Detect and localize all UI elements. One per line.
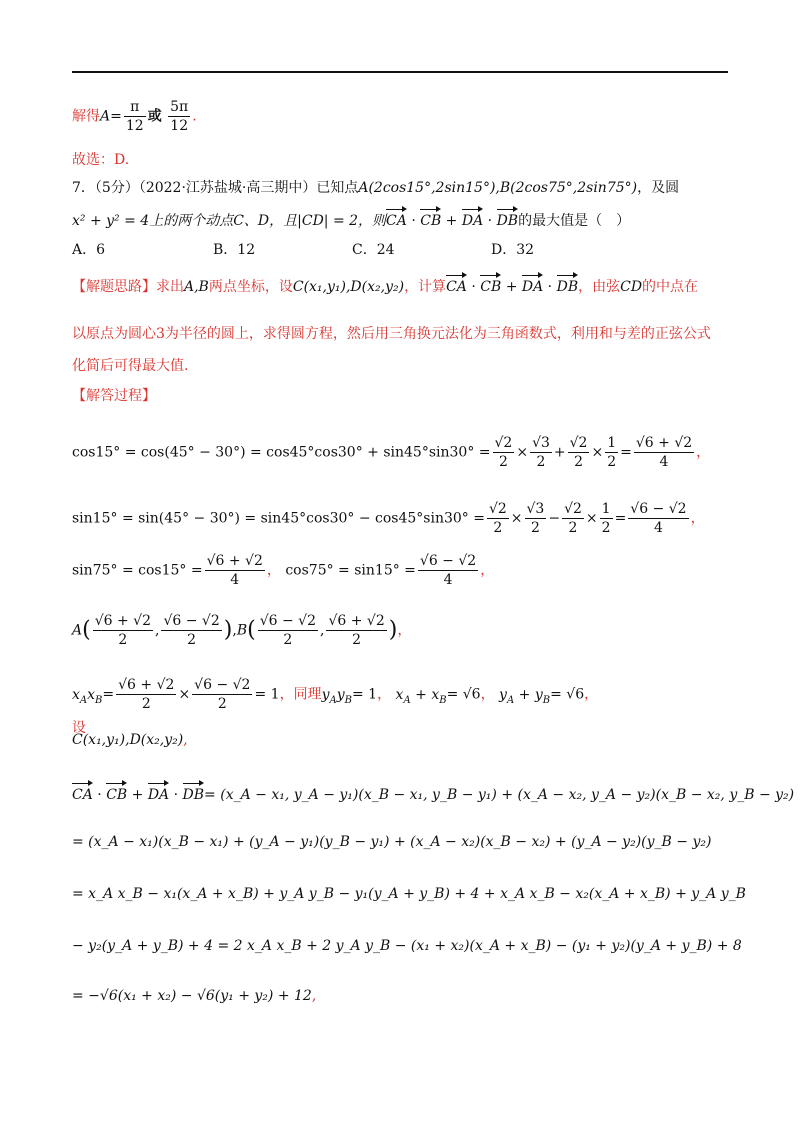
fraction: [530, 434, 552, 471]
equation-rhs: = (x_A − x₁, y_A − y₁)(x_B − x₁, y_B − y₁) + (x_A − x₂, y_A − y₂)(x_B − x₂, y_B − y₂): [204, 787, 795, 803]
equation-sin15: sin15° = sin(45° − 30°) = sin45°cos30° − cos45°sin30° = $\frac{√2}{2}$ × $\frac{√3}{2}$ − $\frac{√2}{2}$ × $\frac{1}{2}$ = $\frac{√6 - √2}{4}$ ，: [72, 501, 705, 536]
idea-text: ，计算: [404, 279, 447, 295]
numerator: √3: [526, 501, 545, 517]
comma: ，: [266, 562, 281, 579]
comma: ，: [584, 686, 599, 703]
point-b: B(2cos75°,2sin75°): [499, 180, 638, 196]
term: $y_A + y_B$: [499, 686, 551, 706]
denominator: 2: [536, 454, 546, 470]
idea-text: 两点坐标，设: [208, 279, 293, 295]
numerator: √6 − √2: [163, 613, 220, 629]
vector-ca: CA: [72, 782, 93, 805]
option-a[interactable]: A．6: [72, 242, 106, 258]
fraction-denominator: 12: [125, 118, 144, 134]
vector-da: DA: [522, 274, 543, 297]
equation-text: = −√6(x₁ + x₂) − √6(y₁ + y₂) + 12: [72, 988, 312, 1004]
fraction: [192, 676, 252, 713]
comma: ，: [377, 686, 392, 703]
fraction: [605, 434, 618, 471]
fraction: [93, 612, 153, 649]
denominator: 2: [498, 454, 508, 470]
fraction: [326, 612, 386, 649]
equation-lhs: cos15° = cos(45° − 30°) = cos45°cos30° + sin45°sin30° =: [72, 444, 491, 461]
fraction: [258, 612, 318, 649]
equation-step-5: [72, 986, 316, 1006]
denominator: 2: [217, 696, 227, 712]
vector-ca: CA: [386, 208, 407, 231]
denominator: 2: [601, 520, 611, 536]
numerator: √2: [569, 435, 588, 451]
points-ab: A,B: [184, 279, 209, 295]
set-points-expression: [72, 730, 188, 750]
option-b[interactable]: B．12: [213, 242, 256, 258]
vector-cb: CB: [106, 782, 127, 805]
set-word: 设: [72, 720, 86, 736]
term: $x_A + x_B$: [395, 686, 447, 706]
header-rule: [72, 71, 728, 73]
equation-step-4: [72, 936, 742, 956]
fraction-pi-12: [124, 98, 146, 135]
vector-db: DB: [183, 782, 205, 805]
numerator: √6 − √2: [259, 613, 316, 629]
circle-condition: x² + y² = 4上的两个动点C、D，且|CD| = 2，则: [72, 213, 387, 229]
numerator: √6 + √2: [94, 613, 152, 629]
answer-line: [72, 98, 197, 135]
numerator: √3: [532, 435, 550, 451]
equation-part: sin75° = cos15° =: [72, 562, 203, 579]
option-c[interactable]: C．24: [352, 242, 395, 258]
numerator: √2: [488, 501, 507, 517]
numerator: √6 + √2: [206, 553, 263, 569]
fraction: [161, 612, 221, 649]
denominator: 2: [141, 696, 151, 712]
numerator: √6 − √2: [194, 677, 251, 693]
choice-line: 故选：D.: [72, 152, 130, 168]
equation-step-2: [72, 832, 711, 852]
point-label-b: B: [236, 622, 248, 639]
result: = √6: [550, 686, 585, 703]
denominator: 2: [607, 454, 617, 470]
paren: (: [82, 617, 91, 643]
paren: (: [247, 617, 256, 643]
point-a: A(2cos15°,2sin15°),: [358, 180, 500, 196]
comma: ，: [397, 622, 412, 639]
question-ask: 的最大值是（ ）: [518, 213, 631, 229]
vector-db: DB: [557, 274, 579, 297]
vector-db: DB: [497, 208, 519, 231]
numerator: √6 − √2: [419, 553, 477, 569]
fraction-denominator: 12: [170, 118, 189, 134]
denominator: 2: [118, 632, 128, 648]
vector-cb: CB: [480, 274, 501, 297]
fraction: [562, 500, 584, 537]
fraction: [628, 500, 688, 537]
denominator: 4: [659, 454, 669, 470]
equation-dot-expansion: CA · CB + DA · DB= (x_A − x₁, y_A − y₁)(x_B − x₁, y_B − y₁) + (x_A − x₂, y_A − y₂)(x_B − x₂, y_B − y₂): [72, 782, 794, 805]
numerator: √6 − √2: [630, 501, 687, 517]
denominator: 2: [187, 632, 197, 648]
equation-text: − y₂(y_A + y_B) + 4 = 2 x_A x_B + 2 y_A y_B − (x₁ + x₂)(x_A + x_B) − (y₁ + y₂)(y_A + y_B) + 8: [72, 938, 742, 954]
numerator: √2: [494, 435, 513, 451]
comma: ，: [480, 686, 495, 703]
fraction: [487, 500, 509, 537]
denominator: 2: [574, 454, 584, 470]
equals-sign: =: [110, 108, 122, 125]
comma: ，: [696, 444, 711, 461]
equation-points-ab: A( $\frac{√6 + √2}{2}$ , $\frac{√6 - √2}{2}$ ),B( $\frac{√6 - √2}{2}$ , $\frac{√6 + √2}{2}$ )，: [72, 613, 412, 648]
fraction: [116, 676, 176, 713]
denominator: 4: [653, 520, 663, 536]
fraction: [493, 434, 515, 471]
chord-cd: CD: [620, 279, 643, 295]
fraction: [634, 434, 694, 471]
vector-cb: CB: [420, 208, 441, 231]
comma: ,: [183, 732, 188, 748]
result: = √6: [446, 686, 481, 703]
idea-line-2: 以原点为圆心3为半径的圆上，求得圆方程，然后用三角换元法化为三角函数式，利用和与差的正弦公式: [72, 326, 711, 342]
points-cd: C(x₁,y₁),D(x₂,y₂): [292, 279, 405, 295]
denominator: 2: [568, 520, 578, 536]
fraction: [418, 552, 478, 589]
numerator: √6 + √2: [635, 435, 693, 451]
vector-da: DA: [148, 782, 169, 805]
denominator: 2: [493, 520, 503, 536]
comma: ，: [279, 686, 294, 703]
numerator: 1: [607, 435, 617, 451]
equation-text: = (x_A − x₁)(x_B − x₁) + (y_A − y₁)(y_B − y₁) + (x_A − x₂)(x_B − x₂) + (y_A − y₂)(y_B − y₂): [72, 834, 712, 850]
denominator: 4: [443, 572, 453, 588]
denominator: 2: [283, 632, 293, 648]
term: $y_Ay_B$: [321, 686, 352, 706]
comma: ，: [690, 510, 705, 527]
period: .: [192, 108, 197, 125]
point-label-a: A: [72, 622, 83, 639]
fraction-numerator: π: [124, 98, 146, 117]
equation-cos15: cos15° = cos(45° − 30°) = cos45°cos30° + sin45°sin30° = $\frac{√2}{2}$ × $\frac{√3}{2}$ + $\frac{√2}{2}$ × $\frac{1}{2}$ = $\frac{√6 + √2}{4}$ ，: [72, 435, 711, 470]
numerator: 1: [601, 501, 611, 517]
fraction: [568, 434, 590, 471]
denominator: 2: [352, 632, 362, 648]
numerator: √6 + √2: [118, 677, 175, 693]
points-cd: C(x₁,y₁),D(x₂,y₂): [72, 732, 184, 748]
similarly-word: 同理: [293, 686, 322, 703]
question-tail: ，及圆: [637, 180, 680, 196]
idea-label: 【解题思路】求出: [72, 279, 184, 295]
denominator: 2: [530, 520, 540, 536]
option-d[interactable]: D．32: [491, 242, 535, 258]
term: $x_Ax_B$: [72, 686, 103, 706]
answer-prefix: 解得: [72, 108, 100, 125]
comma: ,: [311, 988, 317, 1004]
equation-text: = x_A x_B − x₁(x_A + x_B) + y_A y_B − y₁(y_A + y_B) + 4 + x_A x_B − x₂(x_A + x_B) + y_A y_B: [72, 886, 746, 902]
idea-text: ，由弦: [578, 279, 621, 295]
result: = 1: [254, 686, 280, 703]
or-word: 或: [147, 108, 162, 125]
equation-step-3: [72, 884, 746, 904]
idea-line-3: 化简后可得最大值.: [72, 358, 189, 374]
question-line-2: x² + y² = 4上的两个动点C、D，且|CD| = 2，则CA · CB + DA · DB的最大值是（ ）: [72, 208, 630, 231]
comma: ，: [480, 562, 495, 579]
fraction-numerator: 5π: [170, 99, 189, 115]
numerator: √6 + √2: [328, 613, 385, 629]
paren: ): [388, 617, 398, 643]
fraction-5pi-12: [168, 98, 190, 135]
vector-ca: CA: [446, 274, 467, 297]
equation-sin75-cos75: [72, 552, 494, 589]
idea-text: 的中点在: [642, 279, 699, 295]
equation-product: $x_Ax_B=$ $\frac{√6 + √2}{2}$ × $\frac{√6 - √2}{2}$ = 1，同理$y_Ay_B= 1$， $x_A + x_B= √6$， $y_A + y_B= √6$，: [72, 677, 599, 712]
numerator: √2: [564, 501, 582, 517]
answer-var: A: [100, 108, 111, 125]
result: = 1: [352, 686, 378, 703]
paren: ): [223, 617, 233, 643]
process-label: 【解答过程】: [72, 388, 156, 404]
equation-lhs: sin15° = sin(45° − 30°) = sin45°cos30° − cos45°sin30° =: [72, 510, 485, 527]
fraction: [205, 552, 265, 589]
fraction: [525, 500, 547, 537]
equation-part: cos75° = sin15° =: [285, 562, 416, 579]
denominator: 4: [230, 572, 240, 588]
question-number: 7．（5分）（2022·江苏盐城·高三期中）已知点: [72, 180, 359, 196]
fraction: [600, 500, 613, 537]
question-line-1: [72, 178, 679, 198]
vector-da: DA: [462, 208, 483, 231]
idea-line-1: 【解题思路】求出A,B两点坐标，设C(x₁,y₁),D(x₂,y₂)，计算CA · CB + DA · DB，由弦CD的中点在: [72, 274, 698, 297]
